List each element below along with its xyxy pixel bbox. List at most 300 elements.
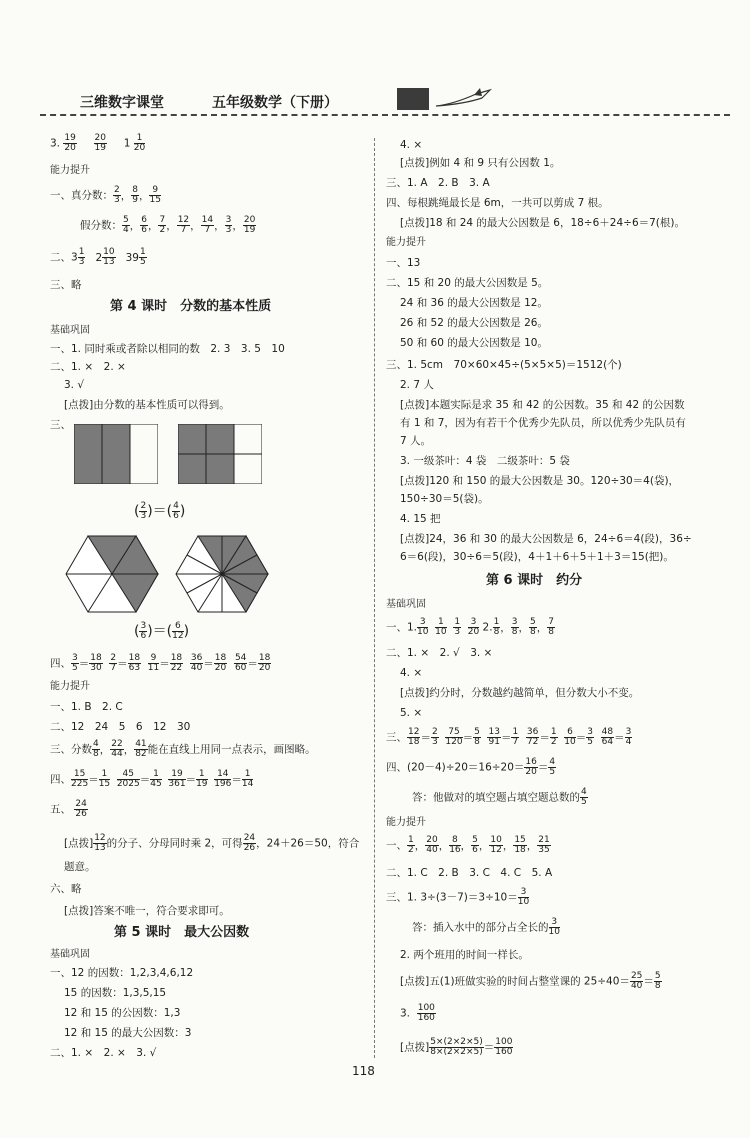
numerator: 8 xyxy=(132,185,138,195)
equals-sign: ＝ xyxy=(231,773,242,786)
denominator: 2025 xyxy=(116,779,140,789)
numerator: 1 xyxy=(99,770,110,780)
lesson-title: 第 6 课时 约分 xyxy=(486,573,583,588)
grade-title: 五年级数学（下册） xyxy=(212,95,338,111)
numerator: 5 xyxy=(654,971,661,981)
denominator: 3 xyxy=(78,257,85,267)
page-header xyxy=(40,86,730,122)
text: 3. xyxy=(50,137,61,150)
denominator: 8 xyxy=(474,737,480,747)
equation-list xyxy=(407,727,632,747)
denominator: 20 xyxy=(467,627,480,637)
numerator: 3 xyxy=(625,727,632,737)
fraction xyxy=(518,888,529,907)
denominator: 64 xyxy=(601,737,614,747)
fraction xyxy=(548,758,556,777)
denominator: 5 xyxy=(549,767,556,777)
denominator: 2 xyxy=(550,737,557,747)
answer-line: 2. 7 人 xyxy=(400,379,434,391)
fraction xyxy=(177,216,190,235)
rocket-icon xyxy=(434,86,494,115)
denominator: 120 xyxy=(445,737,463,747)
equals-sign: ＝ xyxy=(500,731,512,744)
numerator: 10 xyxy=(490,835,502,845)
answer-line: 50 和 60 的最大公因数是 10。 xyxy=(400,337,548,349)
mixed-number-list xyxy=(78,247,147,267)
separator: ， xyxy=(123,743,135,756)
fraction xyxy=(214,654,227,673)
spacer xyxy=(227,658,234,670)
header-rule xyxy=(40,114,730,116)
numerator: 41 xyxy=(135,739,147,749)
answer-line: 24 和 36 的最大公因数是 12。 xyxy=(400,297,548,309)
numerator: 3 xyxy=(140,621,147,631)
numerator: 6 xyxy=(564,728,575,738)
answer-line xyxy=(50,186,161,205)
numerator: 5×(2×2×5) xyxy=(430,1037,483,1047)
spacer xyxy=(85,252,95,264)
numerator: 3 xyxy=(549,918,560,928)
spacer xyxy=(116,252,126,264)
denominator: 40 xyxy=(426,845,438,855)
spacer xyxy=(481,732,488,744)
denominator: 18 xyxy=(408,737,420,747)
numerator: 22 xyxy=(111,739,123,749)
equals-sign: ＝ xyxy=(203,657,214,670)
answer-line: 三、略 xyxy=(50,279,82,291)
numerator: 19 xyxy=(168,770,185,780)
answer-line xyxy=(386,836,551,855)
fraction xyxy=(601,728,614,747)
header-decor-box xyxy=(397,88,429,110)
answer-line: 三、1. A 2. B 3. A xyxy=(386,177,490,189)
fraction xyxy=(71,654,79,673)
fraction xyxy=(109,654,117,673)
answer-line xyxy=(50,248,147,267)
text: 四、 xyxy=(50,773,71,786)
answer-line: 15 的因数：1,3,5,15 xyxy=(64,987,167,999)
separator: ， xyxy=(526,839,538,852)
text: 五、 xyxy=(50,803,71,816)
numerator: 4 xyxy=(549,757,556,767)
numerator: 3 xyxy=(587,727,593,737)
numerator: 3 xyxy=(468,618,479,628)
numerator: 3 xyxy=(72,653,78,663)
denominator: 11 xyxy=(147,663,160,673)
numerator: 2 xyxy=(140,501,147,511)
answer-line: 4. × xyxy=(400,139,423,151)
fraction xyxy=(139,248,147,267)
denominator: 10 xyxy=(564,737,576,747)
fraction xyxy=(139,622,147,641)
denominator: 40 xyxy=(630,981,643,991)
denominator: 10 xyxy=(417,627,429,637)
equation-list xyxy=(71,653,271,673)
fraction xyxy=(429,1038,484,1057)
hint-line: [点拨]本题实际是求 35 和 42 的公因数。35 和 42 的公因数 xyxy=(400,399,685,411)
numerator: 1 xyxy=(150,770,161,780)
fraction xyxy=(471,836,479,855)
answer-line xyxy=(50,770,253,789)
numerator: 1 xyxy=(78,247,85,257)
fraction xyxy=(449,836,460,855)
denominator: 6 xyxy=(140,631,147,641)
numerator: 75 xyxy=(445,728,462,738)
fraction xyxy=(407,728,420,747)
separator: ， xyxy=(129,219,141,232)
fraction xyxy=(131,186,139,205)
separator: ， xyxy=(166,219,177,232)
numerator: 18 xyxy=(90,653,102,663)
fraction xyxy=(547,618,555,637)
fraction xyxy=(580,788,588,807)
numerator: 1 xyxy=(196,770,207,780)
hint-line xyxy=(400,972,662,991)
column-divider xyxy=(374,138,375,1058)
numerator: 100 xyxy=(495,1037,513,1047)
denominator: 19 xyxy=(94,143,106,153)
denominator: 3 xyxy=(431,737,438,747)
spacer xyxy=(110,774,117,786)
separator: ， xyxy=(214,219,225,232)
spacer xyxy=(103,658,110,670)
answer-line xyxy=(412,918,560,937)
answer-line xyxy=(80,216,256,235)
denominator: 7 xyxy=(110,663,117,673)
denominator: 20 xyxy=(214,663,227,673)
denominator: 15 xyxy=(98,779,111,789)
denominator: 225 xyxy=(71,779,89,789)
denominator: 2 xyxy=(159,225,166,235)
hint-line: 有 1 和 7，因为有若干个优秀少先队员，所以优秀少先队员有 xyxy=(400,417,686,429)
fraction xyxy=(526,728,539,747)
numerator: 12 xyxy=(177,215,190,225)
text: [点拨] xyxy=(64,837,94,850)
numerator: 18 xyxy=(214,653,227,663)
equation-line: ( $\frac{3}{6}$ )＝( $\frac{6}{12}$ ) xyxy=(134,621,190,641)
answer-line: 12 和 15 的公因数：1,3 xyxy=(64,1007,181,1019)
lesson-title: 第 5 课时 最大公因数 xyxy=(114,925,250,940)
fraction xyxy=(425,836,438,855)
series-title: 三维数字课堂 xyxy=(80,95,164,111)
fraction xyxy=(128,654,141,673)
hint-line: [点拨]例如 4 和 9 只有公因数 1。 xyxy=(400,157,561,169)
text: 四、(20－4)÷20＝16÷20＝ xyxy=(386,761,525,774)
answer-line: 4. × xyxy=(400,667,423,679)
section-label: 基础巩固 xyxy=(50,949,90,960)
fraction xyxy=(140,216,148,235)
fraction-list xyxy=(122,215,256,235)
text: [点拨]五(1)班做实验的时间占整堂课的 25÷40＝ xyxy=(400,975,630,988)
equals-sign: ＝ xyxy=(462,731,474,744)
numerator: 16 xyxy=(525,757,537,767)
numerator: 5 xyxy=(474,727,480,737)
denominator: 35 xyxy=(538,845,550,855)
numerator: 2 xyxy=(431,727,438,737)
fraction xyxy=(453,618,461,637)
numerator: 9 xyxy=(148,654,159,664)
whole-number: 2 xyxy=(95,251,103,264)
section-label: 能力提升 xyxy=(386,817,426,828)
fraction xyxy=(243,216,256,235)
fraction xyxy=(172,622,183,641)
answer-line xyxy=(50,654,271,673)
fraction xyxy=(549,918,560,937)
text: 三、分数 xyxy=(50,743,92,756)
numerator: 3 xyxy=(417,618,428,628)
denominator: 60 xyxy=(234,663,247,673)
answer-line: 二、15 和 20 的最大公因数是 5。 xyxy=(386,277,549,289)
denominator: 2 xyxy=(408,845,414,855)
denominator: 4 xyxy=(123,225,129,235)
text: ＝ xyxy=(643,975,654,988)
denominator: 18 xyxy=(514,845,526,855)
numerator: 13 xyxy=(488,727,500,737)
denominator: 19 xyxy=(196,779,208,789)
denominator: 8 xyxy=(511,627,518,637)
fraction xyxy=(550,728,558,747)
numerator: 1 xyxy=(134,134,145,144)
numerator: 3 xyxy=(225,215,232,225)
separator: ， xyxy=(232,219,243,232)
denominator: 20 xyxy=(133,143,146,153)
rectangle-thirds-figure xyxy=(74,424,158,484)
hexagon-twelfths-figure xyxy=(174,534,270,614)
denominator: 8 xyxy=(548,627,554,637)
numerator: 1 xyxy=(512,727,519,737)
separator: ， xyxy=(414,839,426,852)
separator: ， xyxy=(438,839,450,852)
section-label: 能力提升 xyxy=(50,681,90,692)
numerator: 18 xyxy=(258,653,271,663)
denominator: 8 xyxy=(93,749,99,759)
answer-line: 3. √ xyxy=(64,379,85,391)
answer-line: 26 和 52 的最大公因数是 26。 xyxy=(400,317,548,329)
fraction xyxy=(93,834,106,853)
separator: ， xyxy=(138,189,150,202)
numerator: 4 xyxy=(93,739,99,749)
equals-sign: ＝ xyxy=(117,657,128,670)
fraction xyxy=(113,186,121,205)
hint-line: [点拨]120 和 150 的最大公因数是 30。120÷30＝4(袋)， xyxy=(400,475,680,487)
answer-line: 六、略 xyxy=(50,883,82,895)
answer-line: 5. × xyxy=(400,707,423,719)
separator: ， xyxy=(500,621,511,634)
fraction-list xyxy=(493,617,555,637)
denominator: 16 xyxy=(449,845,461,855)
spacer xyxy=(162,774,169,786)
hint-line: [点拨]答案不唯一，符合要求即可。 xyxy=(64,905,230,917)
answer-line xyxy=(386,728,632,747)
answer-line xyxy=(386,888,529,907)
denominator: 82 xyxy=(135,749,147,759)
numerator: 24 xyxy=(243,833,256,843)
numerator: 36 xyxy=(526,727,539,737)
equals-sign: ＝ xyxy=(88,773,99,786)
numerator: 10 xyxy=(103,247,115,257)
fraction xyxy=(511,618,519,637)
answer-line xyxy=(386,758,556,777)
answer-line xyxy=(412,788,588,807)
hint-line: [点拨]由分数的基本性质可以得到。 xyxy=(64,399,230,411)
denominator: 7 xyxy=(512,737,519,747)
fraction xyxy=(170,654,183,673)
denominator: 5 xyxy=(139,257,146,267)
numerator: 14 xyxy=(201,215,214,225)
denominator: 13 xyxy=(94,843,106,853)
numerator: 1 xyxy=(493,617,500,627)
denominator: 3 xyxy=(140,511,147,521)
numerator: 12 xyxy=(408,727,420,737)
answer-line: 4. 15 把 xyxy=(400,513,441,525)
denominator: 26 xyxy=(243,843,256,853)
fraction xyxy=(513,836,526,855)
fraction xyxy=(71,770,88,789)
fraction xyxy=(139,502,147,521)
answer-line: 二、1. × 2. √ 3. × xyxy=(386,647,493,659)
fraction xyxy=(94,134,107,153)
numerator: 4 xyxy=(581,787,587,797)
fraction xyxy=(242,770,253,789)
separator: ， xyxy=(99,743,111,756)
hint-line: [点拨]约分时，分数越约越简单，但分数大小不变。 xyxy=(400,687,640,699)
separator: ， xyxy=(120,189,132,202)
fraction xyxy=(524,758,537,777)
equals-sign: ＝ xyxy=(247,657,258,670)
denominator: 72 xyxy=(526,737,539,747)
answer-line: 一、1. 同时乘或者除以相同的数 2. 3 3. 5 10 xyxy=(50,343,285,355)
numerator: 24 xyxy=(75,799,87,809)
fraction xyxy=(489,836,502,855)
text: 2. xyxy=(482,621,493,634)
numerator: 1 xyxy=(139,247,146,257)
answer-line: 2. 两个班用的时间一样长。 xyxy=(400,949,529,961)
hexagon-halves-figure xyxy=(64,534,160,614)
fraction xyxy=(431,728,439,747)
separator: ， xyxy=(147,219,159,232)
denominator: 22 xyxy=(170,663,183,673)
fraction xyxy=(407,836,415,855)
denominator: 26 xyxy=(75,809,87,819)
numerator: 1 xyxy=(242,770,253,780)
numerator: 2 xyxy=(114,185,120,195)
text: 答：他做对的填空题占填空题总数的 xyxy=(412,791,580,804)
denominator: 19 xyxy=(243,225,256,235)
numerator: 1 xyxy=(408,835,414,845)
numerator: 3 xyxy=(511,617,518,627)
fraction xyxy=(134,134,145,153)
fraction xyxy=(234,654,247,673)
numerator: 4 xyxy=(173,501,179,511)
denominator: 44 xyxy=(111,749,123,759)
denominator: 8 xyxy=(530,627,536,637)
fraction xyxy=(201,216,214,235)
numerator: 18 xyxy=(128,653,141,663)
fraction xyxy=(63,134,76,153)
separator xyxy=(447,622,454,634)
numerator: 15 xyxy=(514,835,526,845)
text: ＝ xyxy=(483,1041,495,1054)
section-label: 基础巩固 xyxy=(50,325,90,336)
denominator: 7 xyxy=(204,225,211,235)
numerator: 1 xyxy=(435,618,446,628)
answer-line xyxy=(50,800,88,819)
fraction xyxy=(564,728,575,747)
fraction xyxy=(487,728,500,747)
numerator: 14 xyxy=(214,770,231,780)
numerator: 25 xyxy=(630,971,643,981)
fraction xyxy=(529,618,537,637)
spacer xyxy=(183,658,190,670)
numerator: 9 xyxy=(149,186,160,196)
denominator: 7 xyxy=(180,225,187,235)
numerator: 5 xyxy=(530,617,536,627)
equation-list xyxy=(71,769,254,789)
text: ，24＋26＝50，符合 xyxy=(256,837,360,850)
separator: ， xyxy=(190,219,201,232)
denominator: 30 xyxy=(90,663,102,673)
denominator: 196 xyxy=(214,779,232,789)
denominator: 8 xyxy=(654,981,661,991)
equals-sign: ＝ xyxy=(159,657,170,670)
numerator: 2 xyxy=(110,653,117,663)
fraction-list xyxy=(417,617,480,637)
fraction xyxy=(148,654,159,673)
numerator: 6 xyxy=(172,622,183,632)
denominator: 6 xyxy=(472,845,478,855)
denominator: 5 xyxy=(587,737,593,747)
answer-line: 三、 xyxy=(50,419,71,431)
fraction xyxy=(468,618,479,637)
fraction xyxy=(473,728,481,747)
denominator: 5 xyxy=(581,797,587,807)
denominator: 3 xyxy=(225,225,232,235)
fraction xyxy=(196,770,207,789)
fraction xyxy=(630,972,643,991)
fraction xyxy=(134,740,147,759)
denominator: 9 xyxy=(132,195,138,205)
equals-sign: ＝ xyxy=(539,731,550,744)
fraction xyxy=(417,1004,436,1023)
numerator: 7 xyxy=(159,215,166,225)
answer-line xyxy=(50,134,145,153)
answer-line: 二、1. × 2. × 3. √ xyxy=(50,1047,157,1059)
numerator: 20 xyxy=(243,215,256,225)
fraction xyxy=(417,618,428,637)
answer-line: 3. 一级茶叶：4 袋 二级茶叶：5 袋 xyxy=(400,455,570,467)
fraction xyxy=(243,834,256,853)
numerator: 19 xyxy=(64,133,76,143)
hint-line: 150÷30＝5(袋)。 xyxy=(400,493,489,505)
numerator: 1 xyxy=(550,727,557,737)
denominator: 12 xyxy=(490,845,502,855)
numerator: 7 xyxy=(548,617,554,627)
spacer xyxy=(519,732,526,744)
text: 一、真分数： xyxy=(50,189,113,202)
numerator: 36 xyxy=(190,653,203,663)
denominator: 40 xyxy=(190,663,203,673)
denominator: 45 xyxy=(150,779,162,789)
separator: ， xyxy=(502,839,514,852)
fraction xyxy=(511,728,519,747)
fraction xyxy=(258,654,271,673)
numerator: 100 xyxy=(417,1003,435,1013)
text: 四、 xyxy=(50,657,71,670)
numerator: 45 xyxy=(117,770,140,780)
text: 三、 xyxy=(386,731,407,744)
numerator: 54 xyxy=(234,653,247,663)
section-label: 能力提升 xyxy=(386,237,426,248)
